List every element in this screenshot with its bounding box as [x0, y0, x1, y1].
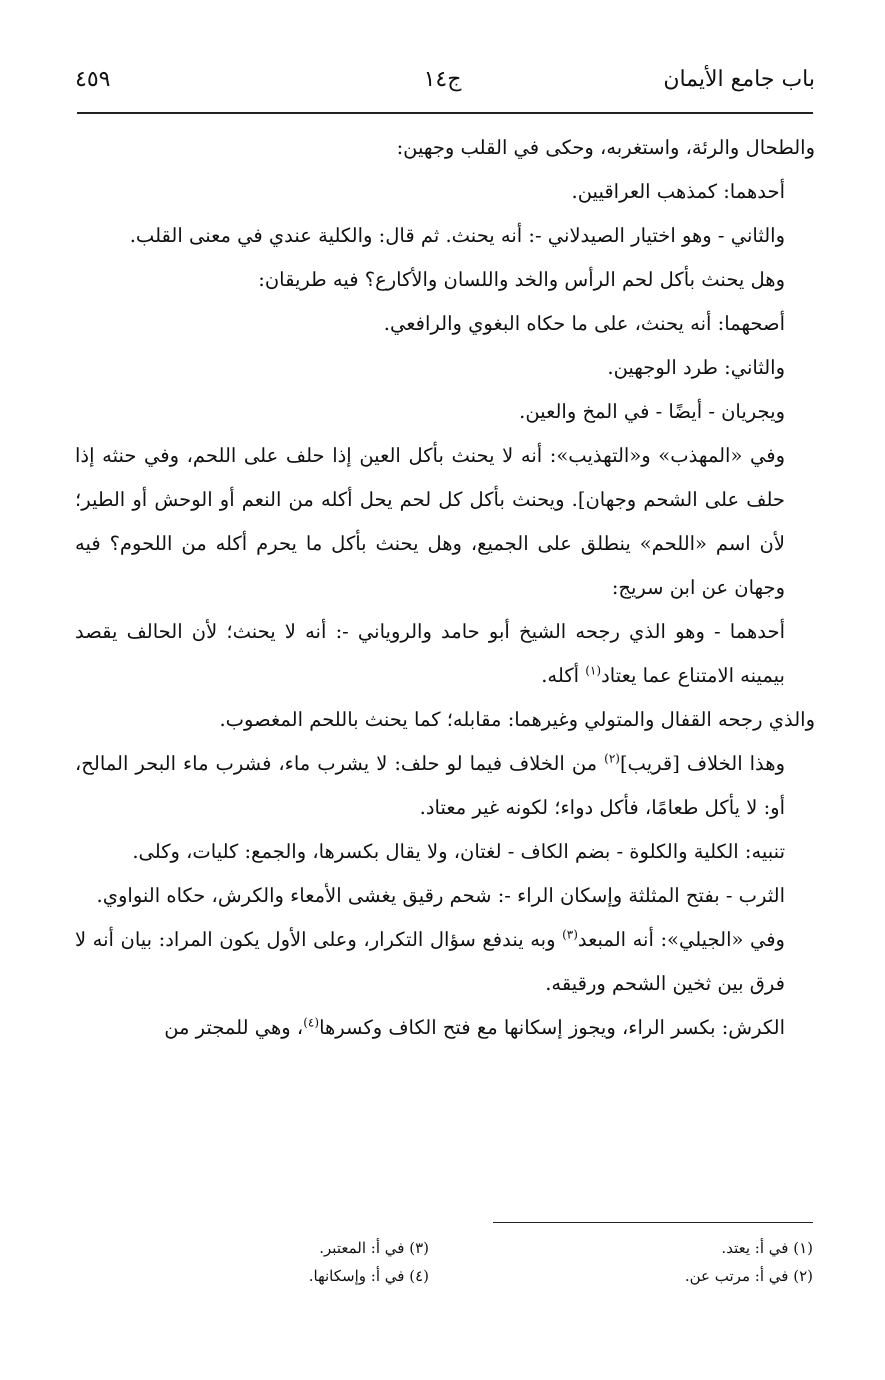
paragraph-text: أحدهما: كمذهب العراقيين.: [571, 180, 785, 203]
paragraph-text: وهذا الخلاف [قريب]: [619, 752, 785, 775]
footnote-number: (١): [793, 1239, 813, 1257]
paragraph: [75, 610, 815, 698]
body-text: [75, 126, 815, 1050]
paragraph: [75, 742, 815, 830]
paragraph: [75, 346, 815, 390]
footnote-4: [309, 1264, 429, 1288]
paragraph-text: وفي «المهذب» و«التهذيب»: أنه لا يحنث بأكل العين إذا حلف على اللحم، وفي حنثه إذا حلف على الشحم وجهان]. ويحنث بأكل كل لحم يحل أكله من النعم أو الوحش أو الطير؛ لأن اسم «اللحم» ينطلق على الجميع، وهل يحنث بأكل ما يحرم أكله من اللحوم؟ فيه وجهان عن ابن سريج:: [75, 444, 785, 599]
paragraph-text: والثاني: طرد الوجهين.: [607, 356, 785, 379]
paragraph: [75, 390, 815, 434]
footnote-3: [319, 1236, 429, 1260]
paragraph: [75, 830, 815, 874]
paragraph: [75, 302, 815, 346]
paragraph-text: الثرب - بفتح المثلثة وإسكان الراء -: شحم رقيق يغشى الأمعاء والكرش، حكاه النواوي.: [96, 884, 785, 907]
footnote-2: [685, 1264, 813, 1288]
paragraph-text: ، وهي للمجتر من: [164, 1016, 304, 1039]
paragraph-text: والذي رجحه القفال والمتولي وغيرهما: مقابله؛ كما يحنث باللحم المغصوب.: [219, 708, 815, 731]
paragraph: [75, 214, 815, 258]
footnote-number: (٣): [409, 1239, 429, 1257]
footnote-number: (٢): [793, 1267, 813, 1285]
footnote-number: (٤): [409, 1267, 429, 1285]
footnote-rule: [493, 1222, 813, 1223]
footnote-1: [721, 1236, 813, 1260]
paragraph-text: أصحهما: أنه يحنث، على ما حكاه البغوي والرافعي.: [383, 312, 785, 335]
footnote-text: في أ: المعتبر.: [319, 1239, 405, 1257]
paragraph: [75, 698, 815, 742]
page-number: ٤٥٩: [75, 67, 111, 92]
paragraph: [75, 258, 815, 302]
paragraph: [75, 434, 815, 610]
paragraph: [75, 126, 815, 170]
paragraph-text: وبه يندفع سؤال التكرار، وعلى الأول يكون المراد: بيان أنه لا فرق بين ثخين الشحم ورقيقه.: [75, 928, 785, 995]
paragraph-text: أكله.: [541, 664, 586, 687]
paragraph-text: والطحال والرئة، واستغربه، وحكى في القلب وجهين:: [396, 136, 815, 159]
paragraph-text: من الخلاف فيما لو حلف: لا يشرب ماء، فشرب ماء البحر المالح، أو: لا يأكل طعامًا، فأكل دواء؛ لكونه غير معتاد.: [75, 752, 785, 819]
footnote-text: في أ: يعتد.: [721, 1239, 789, 1257]
paragraph-text: وهل يحنث بأكل لحم الرأس والخد واللسان والأكارع؟ فيه طريقان:: [258, 268, 785, 291]
volume-label: ج١٤: [423, 67, 462, 92]
paragraph-text: أحدهما - وهو الذي رجحه الشيخ أبو حامد والروياني -: أنه لا يحنث؛ لأن الحالف يقصد بيمينه الامتناع عما يعتاد: [75, 620, 785, 687]
paragraph-text: والثاني - وهو اختيار الصيدلاني -: أنه يحنث. ثم قال: والكلية عندي في معنى القلب.: [129, 224, 785, 247]
footnote-text: في أ: وإسكانها.: [308, 1267, 405, 1285]
paragraph: [75, 1006, 815, 1050]
paragraph: [75, 170, 815, 214]
footnote-marker: (١): [585, 663, 602, 678]
paragraph-text: وفي «الجيلي»: أنه المبعد: [577, 928, 785, 951]
footnote-marker: (٢): [604, 751, 620, 766]
paragraph: [75, 918, 815, 1006]
footnote-text: في أ: مرتب عن.: [684, 1267, 789, 1285]
paragraph: [75, 874, 815, 918]
header-rule: [77, 112, 813, 114]
paragraph-text: ويجريان - أيضًا - في المخ والعين.: [519, 400, 785, 423]
footnote-marker: (٤): [303, 1015, 320, 1030]
paragraph-text: تنبيه: الكلية والكلوة - بضم الكاف - لغتان، ولا يقال بكسرها، والجمع: كليات، وكلى.: [132, 840, 785, 863]
paragraph-text: الكرش: بكسر الراء، ويجوز إسكانها مع فتح الكاف وكسرها: [319, 1016, 785, 1039]
chapter-title: باب جامع الأيمان: [663, 67, 815, 92]
footnote-marker: (٣): [562, 927, 578, 942]
